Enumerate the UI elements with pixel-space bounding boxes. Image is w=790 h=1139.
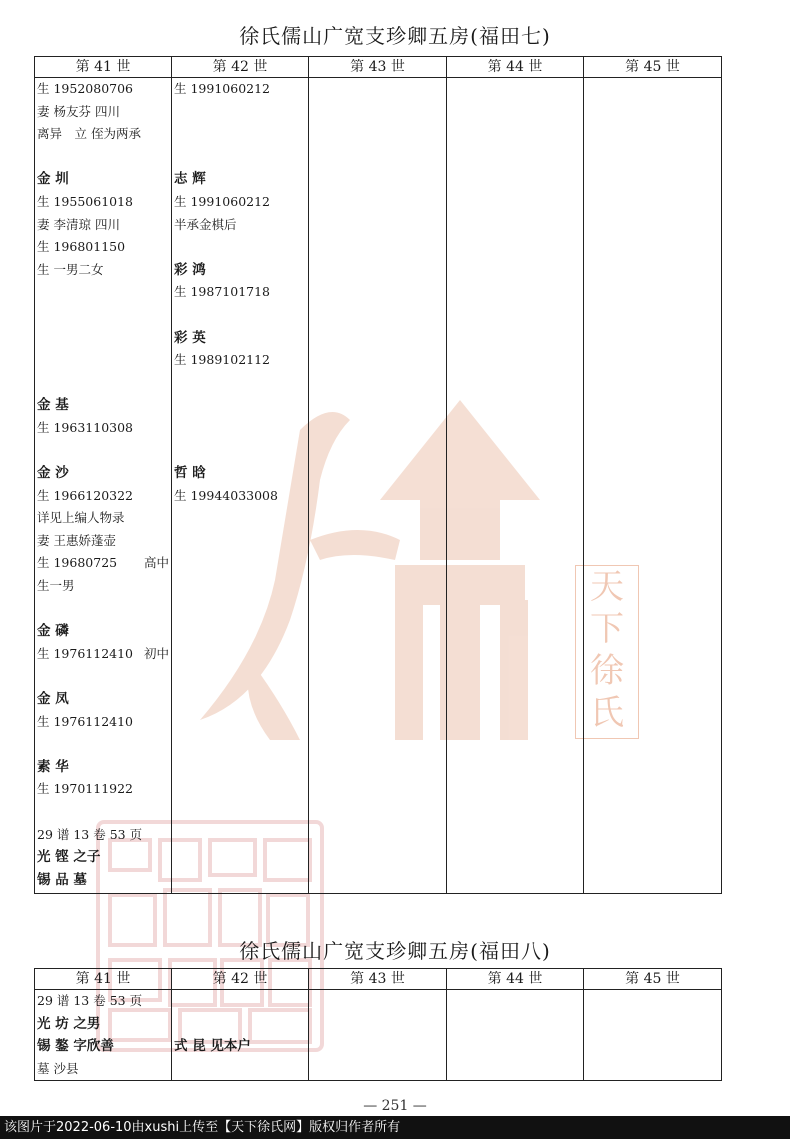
entry-line: 墓 沙县: [37, 1060, 79, 1076]
entry-line: 生 1991060212: [174, 81, 271, 96]
footer-banner: 该图片于2022-06-10由xushi上传至【天下徐氏网】版权归作者所有: [0, 1116, 790, 1139]
col-gen43: [309, 990, 447, 1081]
page-number: — 251 —: [363, 1098, 427, 1114]
person-name: 金 基: [37, 397, 69, 414]
entry-line: 生 19944033008: [174, 487, 278, 503]
col-gen41: [35, 78, 172, 894]
person-name: 锡 鏊 字欣善: [37, 1038, 114, 1055]
entry-line: 半承金棋后: [174, 216, 237, 232]
header-gen44: 第 44 世: [447, 969, 584, 990]
col-gen44: [447, 990, 584, 1081]
person-name: 志 辉: [174, 171, 206, 188]
header-gen43: 第 43 世: [309, 57, 447, 78]
entry-line: 详见上编人物录: [37, 510, 125, 526]
education-note: 初中: [143, 645, 169, 661]
entry-line: 生 19680725 高中: [35, 552, 171, 575]
entry-line: 生 1976112410 初中: [35, 643, 171, 666]
person-name: 素 华: [37, 758, 69, 775]
watermark-logo-text: 天 下 徐 氏: [575, 565, 639, 739]
person-name: 金 圳: [37, 171, 69, 188]
entry-line: 生 1955061018: [37, 193, 134, 209]
spacer: [35, 146, 171, 169]
entry-line: 生 1963110308: [37, 419, 134, 435]
person-name: 彩 英: [174, 329, 206, 346]
person-name: 式 昆 见本户: [174, 1038, 251, 1055]
person-name: 金 沙: [37, 465, 69, 482]
header-gen42: 第 42 世: [172, 57, 309, 78]
header-gen42: 第 42 世: [172, 969, 309, 990]
col-gen42: [172, 990, 309, 1081]
section1-title: 徐氏儒山广宽支珍卿五房(福田七): [239, 24, 551, 48]
col-gen45: [584, 78, 722, 894]
table-header-row: [35, 57, 722, 78]
person-name: 哲 晗: [174, 465, 206, 482]
person-name: 金 磷: [37, 623, 69, 640]
header-gen41: 第 41 世: [35, 57, 172, 78]
header-gen45: 第 45 世: [584, 969, 722, 990]
col-gen44: [447, 78, 584, 894]
section2-title: 徐氏儒山广宽支珍卿五房(福田八): [239, 939, 551, 963]
entry-line: 离异 立 侄为两承: [37, 126, 141, 142]
entry-line: 生 一男二女: [37, 261, 104, 277]
person-name: 锡 品 墓: [37, 871, 87, 888]
entry-line: 生一男: [37, 578, 75, 594]
genealogy-table-2: [34, 968, 722, 1081]
person-name: 光 坊 之男: [37, 1015, 101, 1032]
entry-line: 妻 李清琼 四川: [37, 216, 120, 232]
person-name: 金 凤: [37, 691, 69, 708]
entry-line: 29 谱 13 卷 53 页: [37, 826, 143, 842]
person-name: 光 铿 之子: [37, 849, 101, 866]
header-gen45: 第 45 世: [584, 57, 722, 78]
entry-line: 生 1991060212: [174, 193, 271, 209]
genealogy-table-1: [34, 56, 722, 894]
entry-line: 妻 王惠娇蓬壶: [37, 532, 116, 548]
entry-line: 生 1970111922: [37, 781, 134, 797]
entry-line: 妻 杨友芬 四川: [37, 103, 120, 119]
header-gen41: 第 41 世: [35, 969, 172, 990]
header-gen44: 第 44 世: [447, 57, 584, 78]
education-note: 高中: [143, 555, 169, 571]
entry-line: 生 1966120322: [37, 487, 134, 503]
table-body-row: [35, 990, 722, 1081]
table-header-row: [35, 969, 722, 990]
entry-line: 生 196801150: [37, 239, 126, 255]
entry-line: 生 1976112410: [37, 713, 134, 729]
table-body-row: [35, 78, 722, 894]
entry-line: 生 1952080706: [37, 81, 134, 96]
col-gen43: [309, 78, 447, 894]
entry-line: 29 谱 13 卷 53 页: [37, 993, 143, 1008]
person-name: 彩 鸿: [174, 261, 206, 278]
col-gen42: [172, 78, 309, 894]
entry-line: 生 1987101718: [174, 284, 271, 300]
entry-line: 生 1989102112: [174, 352, 271, 368]
col-gen41: [35, 990, 172, 1081]
header-gen43: 第 43 世: [309, 969, 447, 990]
col-gen45: [584, 990, 722, 1081]
